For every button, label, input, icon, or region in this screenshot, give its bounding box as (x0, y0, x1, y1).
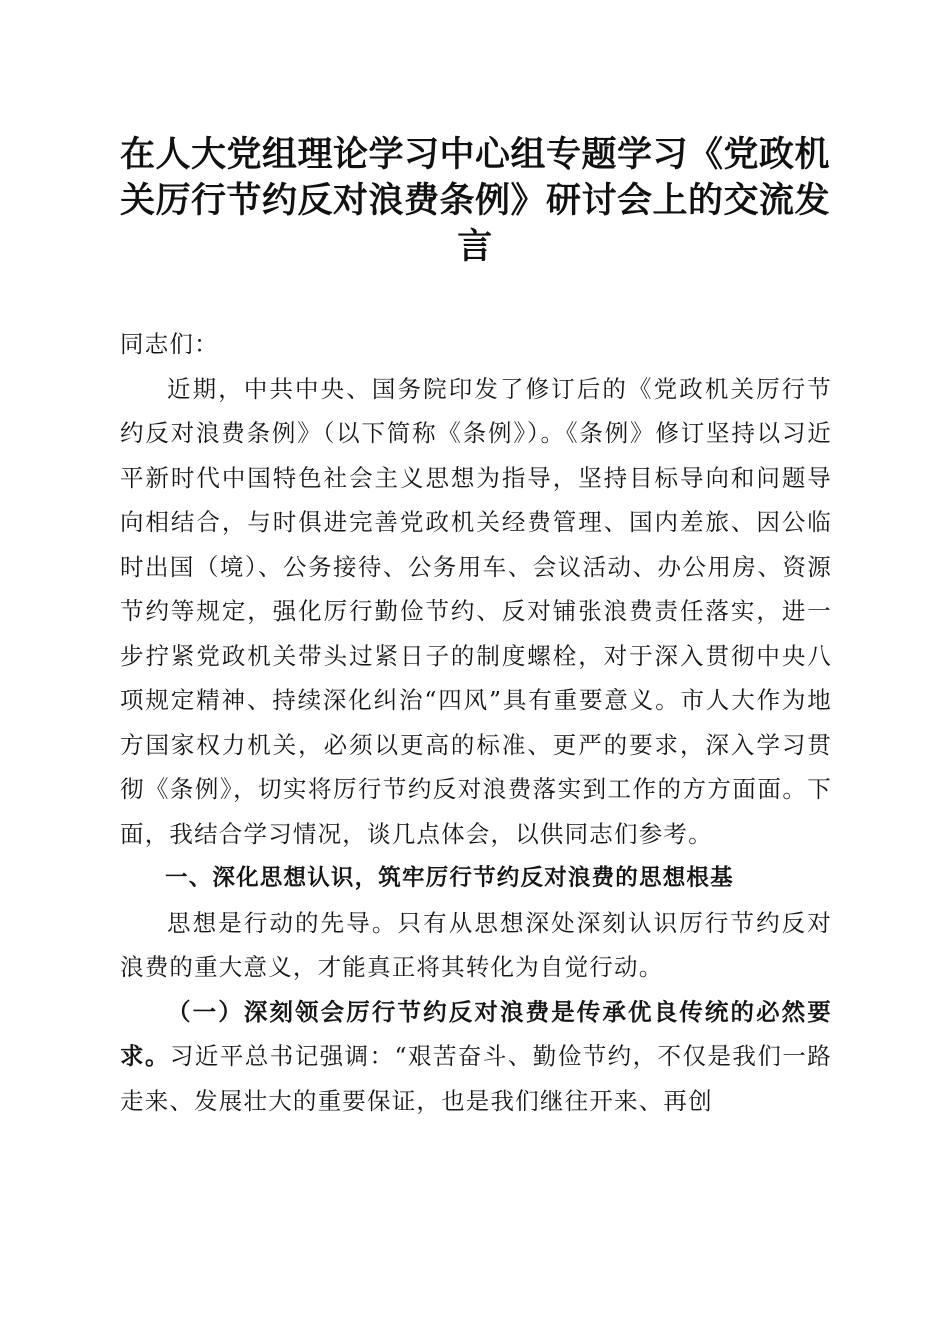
salutation: 同志们： (120, 330, 219, 358)
subsection-1-lead: （一）深刻领会厉行节约反对浪费是传承优良传统的必然要求。 (120, 997, 832, 1070)
section-1-paragraph: 思想是行动的先导。只有从思想深处深刻认识厉行节约反对浪费的重大意义，才能真正将其转化为自觉行动。 (120, 908, 832, 981)
intro-paragraph: 近期，中共中央、国务院印发了修订后的《党政机关厉行节约反对浪费条例》（以下简称《条例》）。《条例》修订坚持以习近平新时代中国特色社会主义思想为指导，坚持目标导向和问题导向相结合，与时俱进完善党政机关经费管理、国内差旅、因公临时出国（境）、公务接待、公务用车、会议活动、办公用房、资源节约等规定，强化厉行勤俭节约、反对铺张浪费责任落实，进一步拧紧党政机关带头过紧日子的制度螺栓，对于深入贯彻中央八项规定精神、持续深化纠治“四风”具有重要意义。市人大作为地方国家权力机关，必须以更高的标准、更严的要求，深入学习贯彻《条例》，切实将厉行节约反对浪费落实到工作的方方面面。下面，我结合学习情况，谈几点体会，以供同志们参考。 (120, 374, 832, 848)
subsection-1-text: 习近平总书记强调：“艰苦奋斗、勤俭节约，不仅是我们一路走来、发展壮大的重要保证，也是我们继往开来、再创 (120, 1042, 832, 1115)
subsection-1-paragraph (120, 990, 832, 1124)
section-heading-1: 一、深化思想认识，筑牢厉行节约反对浪费的思想根基 (165, 865, 734, 891)
document-body (120, 322, 832, 1123)
document-title: 在人大党组理论学习中心组专题学习《党政机关厉行节约反对浪费条例》研讨会上的交流发言 (119, 134, 830, 267)
